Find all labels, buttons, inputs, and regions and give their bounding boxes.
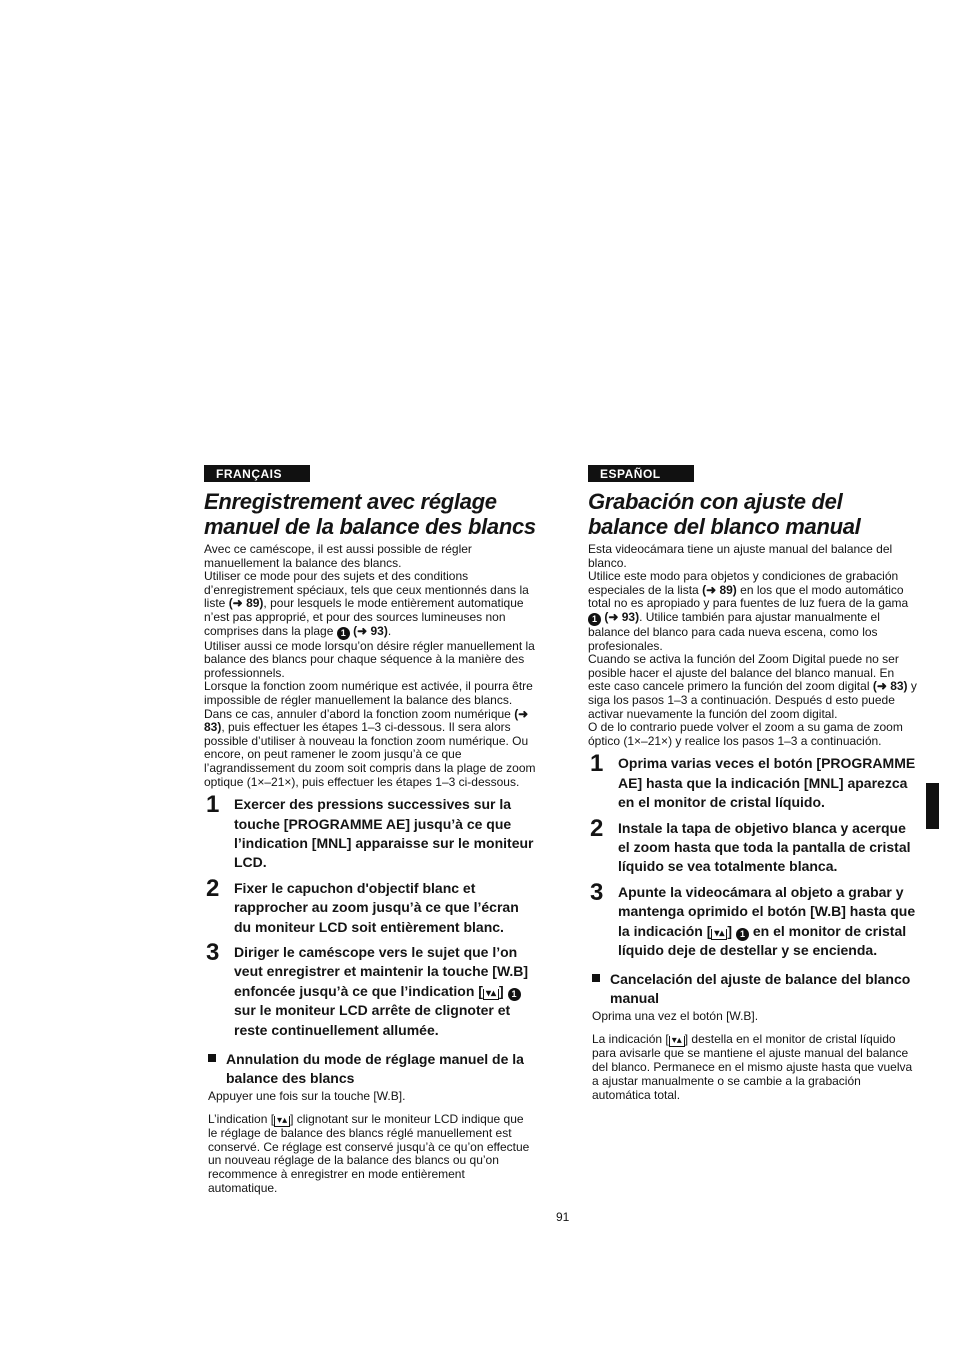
page-reference: (➜ 83) (204, 706, 529, 735)
page-reference: (➜ 89) (702, 582, 737, 597)
circled-digit-one-icon: 1 (736, 928, 749, 941)
paragraph: L’indication [ ▾▴ ] clignotant sur le moniteur LCD indique que le réglage de balance des blancs réglé manuellement est conservé. Ce réglage est conservé jusqu’à ce qu’on effectue un nouveau réglage de la balance des blancs ou qu’on recommence à enregistrer en mode entièrement automatique. (208, 1111, 530, 1195)
paragraph: Lorsque la fonction zoom numérique est activée, il pourra être impossible de régler manuellement la balance des blancs. Dans ce cas, annuler d’abord la fonction zoom numérique (➜ 83), puis effectuer les étapes 1–3 ci-dessous. Il sera alors possible d’utiliser à nouveau la fonction zoom numérique. Ou encore, on peut ramener le zoom jusqu’à ce que l’agrandissement du zoom soit compris dans la plage de zoom optique (1×–21×), puis effectuer les étapes 1–3 ci-dessous. (204, 679, 536, 789)
step-item (588, 878, 918, 961)
step-item (588, 750, 918, 812)
sub-paras-spanish (588, 1010, 918, 1102)
step-number: 2 (590, 814, 604, 842)
paragraph: Esta videocámara tiene un ajuste manual del balance del blanco. (588, 542, 893, 570)
sub-heading-spanish: Cancelación del ajuste de balance del blanco manual (588, 970, 918, 1008)
step-item (204, 791, 536, 873)
paragraph: Utiliser ce mode pour des sujets et des conditions d’enregistrement spéciaux, tels que ceux mentionnés dans la liste (➜ 89), pour lesquels le mode entièrement automatique n’est pas approprié, et pour des sources lumineuses non comprises dans la plage 1 (➜ 93). (204, 569, 529, 638)
white-balance-icon: ▾▴ (669, 1036, 685, 1047)
circled-digit-one-icon: 1 (508, 988, 521, 1001)
white-balance-icon: ▾▴ (274, 1116, 290, 1127)
language-tag-french: FRANÇAIS (204, 465, 310, 482)
steps-spanish (588, 750, 918, 960)
square-bullet-icon (592, 974, 600, 982)
page-reference: (➜ 83) (872, 679, 908, 694)
column-spanish (588, 465, 918, 1102)
white-balance-icon: ▾▴ (711, 929, 727, 940)
page-reference: (➜ 93) (353, 623, 388, 638)
step-number: 3 (590, 878, 604, 906)
paragraph: Utiliser aussi ce mode lorsqu’on désire régler manuellement la balance des blancs pour chaque séquence à la manière des professionnels. (204, 638, 535, 680)
circled-digit-one-icon: 1 (588, 613, 601, 626)
intro-french (204, 543, 536, 789)
circled-digit-one-icon: 1 (337, 627, 350, 640)
title-spanish: Grabación con ajuste del balance del blanco manual (588, 489, 861, 539)
page-reference: (➜ 89) (228, 596, 264, 611)
sub-paras-french (204, 1090, 536, 1196)
step-text: Apunte la videocámara al objeto a grabar y mantenga oprimido el botón [W.B] hasta que la indicación [ ▾▴ ] 1 en el monitor de cristal líquido deje de destellar y se encienda. (618, 883, 916, 958)
intro-spanish (588, 543, 918, 748)
step-text: Diriger le caméscope vers le sujet que l’on veut enregistrer et maintenir la touche [W.B] enfoncée jusqu’à ce que l’indication [ ▾▴ ] 1 sur le moniteur LCD arrête de clignoter et reste continuellement allumée. (234, 943, 529, 1038)
step-item (588, 814, 918, 877)
column-french (204, 465, 536, 1196)
step-text: Fixer le capuchon d'objectif blanc et rapprocher au zoom jusqu’à ce que l’écran du moniteur LCD soit entièrement blanc. (234, 879, 519, 935)
side-thumb-tab (926, 783, 939, 829)
step-text: Exercer des pressions successives sur la touche [PROGRAMME AE] jusqu’à ce que l’indication [MNL] apparaisse sur le moniteur LCD. (234, 796, 534, 871)
paragraph: Cuando se activa la función del Zoom Digital puede no ser posible hacer el ajuste del balance del blanco manual. En este caso cancele primero la función del zoom digital (➜ 83) y siga los pasos 1–3 a continuación. Después d esto puede activar nuevamente la función del zoom digital. (588, 652, 917, 721)
paragraph: Appuyer une fois sur la touche [W.B]. (208, 1088, 406, 1103)
step-text: Oprima varias veces el botón [PROGRAMME AE] hasta que la indicación [MNL] aparezca en el monitor de cristal líquido. (618, 755, 916, 811)
step-number: 2 (206, 874, 220, 902)
paragraph: O de lo contrario puede volver el zoom a su gama de zoom óptico (1×–21×) y realice los pasos 1–3 a continuación. (588, 720, 903, 748)
square-bullet-icon (208, 1054, 216, 1062)
step-number: 1 (590, 750, 604, 778)
step-number: 3 (206, 938, 220, 966)
step-item (204, 874, 536, 937)
steps-french (204, 791, 536, 1040)
page-number: 91 (556, 1210, 570, 1224)
step-text: Instale la tapa de objetivo blanca y acerque el zoom hasta que toda la pantalla de cristal líquido se vea totalmente blanca. (618, 819, 911, 875)
title-french: Enregistrement avec réglage manuel de la balance des blancs (204, 489, 536, 539)
paragraph: La indicación [ ▾▴ ] destella en el monitor de cristal líquido para avisarle que se mantiene el ajuste manual del balance del blanco. Permanece en el mismo ajuste hasta que vuelva a ajustar manualmente o se cambie a la grabación automática total. (592, 1032, 913, 1102)
paragraph: Oprima una vez el botón [W.B]. (592, 1009, 759, 1024)
page-reference: (➜ 93) (604, 609, 640, 624)
language-tag-spanish: ESPAÑOL (588, 465, 694, 482)
paragraph: Avec ce caméscope, il est aussi possible de régler manuellement la balance des blancs. (204, 542, 472, 570)
sub-heading-french: Annulation du mode de réglage manuel de la balance des blancs (204, 1050, 536, 1088)
step-item (204, 938, 536, 1040)
paragraph: Utilice este modo para objetos y condiciones de grabación especiales de la lista (➜ 89) en los que el modo automático total no es apropiado y para fuentes de luz fuera de la gama 1 (➜ 93). Utilice también para ajustar manualmente el balance del blanco para cada nueva escena, como los profesionales. (588, 569, 909, 653)
white-balance-icon: ▾▴ (483, 989, 499, 1000)
step-number: 1 (206, 791, 220, 819)
